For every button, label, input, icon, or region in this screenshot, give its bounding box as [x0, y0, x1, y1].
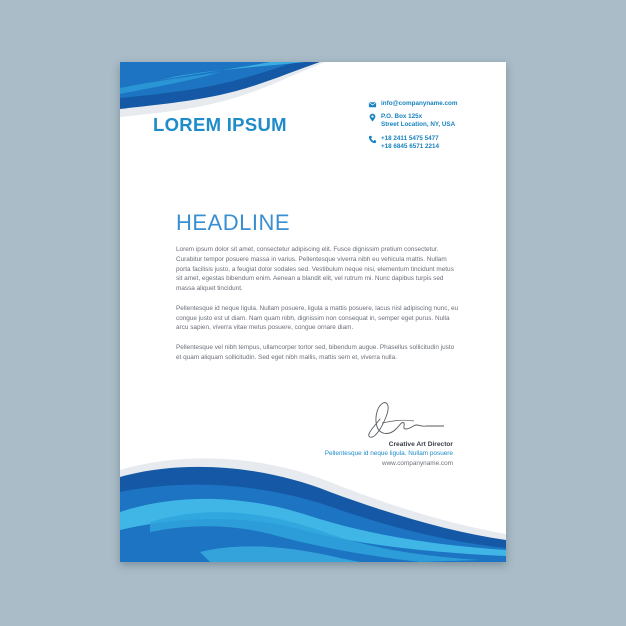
signature-tagline: Pellentesque id neque ligula. Nullam posuere	[324, 450, 453, 457]
contact-block	[368, 100, 457, 156]
bottom-wave-decoration	[120, 452, 506, 562]
letterhead-page	[120, 62, 506, 562]
phone-1: +18 2411 5475 5477	[381, 134, 439, 142]
location-icon	[368, 113, 377, 122]
body-text	[176, 245, 459, 372]
email-text: info@companyname.com	[381, 100, 458, 107]
signature-website: www.companyname.com	[381, 460, 453, 467]
signature-mark	[362, 399, 444, 443]
address-line-2: Street Location, NY, USA	[381, 121, 456, 129]
paragraph-2: Pellentesque id neque ligula. Nullam posuere, ligula a mattis posuere, lacus nisl adipiscing nunc, eu congue justo est ut diam. Nam quam nibh, dignissim non consequat in, semper eget purus. Nulla arcu sapien, viverra vitae metus posuere, congue ornare diam.	[176, 304, 459, 332]
contact-phone	[368, 135, 457, 151]
paragraph-1: Lorem ipsum dolor sit amet, consectetur adipiscing elit. Fusce dignissim pretium consectetur. Curabitur tempor posuere massa in varius. Pellentesque viverra nibh eu vehicula mattis. Nullam porta facilisis justo, a feugiat dolor sodales sed. Vestibulum neque nisi, elementum tincidunt metus sit amet, egestas bibendum enim. Aenean a blandit elit, vel rutrum mi. Nunc dapibus turpis sed massa aliquet tincidunt.	[176, 246, 454, 293]
signature-title: Creative Art Director	[388, 441, 453, 448]
email-icon	[368, 100, 377, 109]
address-line-1: P.O. Box 125x	[381, 113, 423, 121]
contact-email	[368, 100, 457, 108]
company-name: LOREM IPSUM	[153, 114, 287, 135]
contact-address	[368, 113, 457, 129]
headline: HEADLINE	[176, 210, 291, 235]
paragraph-3: Pellentesque vel nibh tempus, ullamcorper tortor sed, bibendum augue. Phasellus sollicitudin justo et quam aliquam sollicitudin. Sed eget nibh mallis, mattis sem et, viverra nulla.	[176, 343, 455, 361]
phone-2: +18 6845 6571 2214	[381, 142, 439, 150]
phone-icon	[368, 135, 377, 144]
